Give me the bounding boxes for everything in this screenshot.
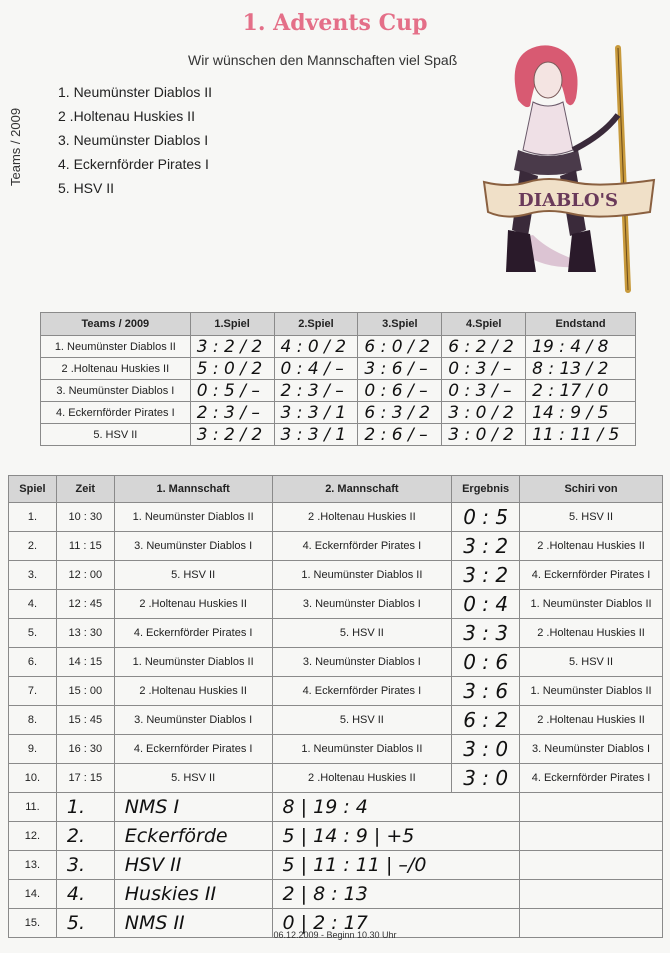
ranking-row	[9, 851, 663, 880]
col-header: Zeit	[56, 476, 114, 503]
game-number-cell: 1.	[9, 503, 57, 532]
game-2-cell: 0 : 4 / –	[274, 358, 358, 380]
diablos-logo	[478, 40, 658, 300]
result-cell: 3 : 2	[452, 561, 520, 590]
referee-cell: 3. Neumünster Diablos I	[520, 735, 663, 764]
team1-cell: 3. Neumünster Diablos I	[114, 532, 272, 561]
time-cell: 11 : 15	[56, 532, 114, 561]
team2-cell: 3. Neumünster Diablos I	[272, 648, 452, 677]
game-2-cell: 2 : 3 / –	[274, 380, 358, 402]
team2-cell: 4. Eckernförder Pirates I	[272, 532, 452, 561]
game-number-cell: 9.	[9, 735, 57, 764]
game-2-cell: 4 : 0 / 2	[274, 336, 358, 358]
schedule-table	[8, 475, 663, 938]
game-4-cell: 3 : 0 / 2	[442, 402, 526, 424]
team2-cell: 2 .Holtenau Huskies II	[272, 503, 452, 532]
ranking-row	[9, 822, 663, 851]
referee-cell: 2 .Holtenau Huskies II	[520, 706, 663, 735]
game-3-cell: 0 : 6 / –	[358, 380, 442, 402]
col-header: Teams / 2009	[41, 313, 191, 336]
side-label: Teams / 2009	[8, 107, 23, 186]
ranking-team-cell: Eckerförde	[114, 822, 272, 851]
game-1-cell: 3 : 2 / 2	[190, 336, 274, 358]
col-header: 2. Mannschaft	[272, 476, 452, 503]
game-4-cell: 0 : 3 / –	[442, 380, 526, 402]
team-list	[58, 80, 212, 200]
col-header: Ergebnis	[452, 476, 520, 503]
team1-cell: 4. Eckernförder Pirates I	[114, 735, 272, 764]
place-cell: 4.	[56, 880, 114, 909]
ranking-team-cell: NMS I	[114, 793, 272, 822]
col-header: Endstand	[526, 313, 636, 336]
game-4-cell: 3 : 0 / 2	[442, 424, 526, 446]
result-cell: 3 : 0	[452, 735, 520, 764]
game-4-cell: 0 : 3 / –	[442, 358, 526, 380]
team-list-item: 3. Neumünster Diablos I	[58, 132, 209, 148]
team-cell: 2 .Holtenau Huskies II	[41, 358, 191, 380]
team2-cell: 3. Neumünster Diablos I	[272, 590, 452, 619]
col-header: 1.Spiel	[190, 313, 274, 336]
team-list-item: 1. Neumünster Diablos II	[58, 84, 213, 100]
standings-header-row	[41, 313, 636, 336]
game-number-cell: 4.	[9, 590, 57, 619]
col-header: Spiel	[9, 476, 57, 503]
time-cell: 12 : 00	[56, 561, 114, 590]
final-standing-cell: 11 : 11 / 5	[526, 424, 636, 446]
final-standing-cell: 2 : 17 / 0	[526, 380, 636, 402]
game-number-cell: 8.	[9, 706, 57, 735]
standings-row	[41, 336, 636, 358]
team1-cell: 2 .Holtenau Huskies II	[114, 677, 272, 706]
game-number-cell: 2.	[9, 532, 57, 561]
schedule-row	[9, 561, 663, 590]
game-3-cell: 2 : 6 / –	[358, 424, 442, 446]
game-4-cell: 6 : 2 / 2	[442, 336, 526, 358]
schedule-row	[9, 735, 663, 764]
team-list-item: 4. Eckernförder Pirates I	[58, 156, 209, 172]
team-list-item: 5. HSV II	[58, 180, 115, 196]
result-cell: 6 : 2	[452, 706, 520, 735]
ranking-summary-cell: 5 | 14 : 9 | +5	[272, 822, 520, 851]
team2-cell: 5. HSV II	[272, 706, 452, 735]
ranking-summary-cell: 5 | 11 : 11 | –/0	[272, 851, 520, 880]
col-header: Schiri von	[520, 476, 663, 503]
schedule-row	[9, 532, 663, 561]
schedule-row	[9, 677, 663, 706]
team1-cell: 5. HSV II	[114, 561, 272, 590]
game-number-cell: 11.	[9, 793, 57, 822]
schedule-row	[9, 619, 663, 648]
standings-table	[40, 312, 636, 446]
schedule-row	[9, 706, 663, 735]
schedule-row	[9, 503, 663, 532]
schedule-row	[9, 590, 663, 619]
ranking-summary-cell: 2 | 8 : 13	[272, 880, 520, 909]
ranking-row	[9, 793, 663, 822]
ranking-row	[9, 880, 663, 909]
col-header: 3.Spiel	[358, 313, 442, 336]
place-cell: 1.	[56, 793, 114, 822]
game-3-cell: 6 : 0 / 2	[358, 336, 442, 358]
team1-cell: 2 .Holtenau Huskies II	[114, 590, 272, 619]
standings-row	[41, 380, 636, 402]
result-cell: 3 : 3	[452, 619, 520, 648]
game-2-cell: 3 : 3 / 1	[274, 402, 358, 424]
game-number-cell: 13.	[9, 851, 57, 880]
team1-cell: 4. Eckernförder Pirates I	[114, 619, 272, 648]
place-cell: 5.	[56, 909, 114, 938]
game-number-cell: 10.	[9, 764, 57, 793]
game-2-cell: 3 : 3 / 1	[274, 424, 358, 446]
schedule-row	[9, 648, 663, 677]
page-title: 1. Advents Cup	[242, 10, 428, 36]
team1-cell: 3. Neumünster Diablos I	[114, 706, 272, 735]
team-cell: 3. Neumünster Diablos I	[41, 380, 191, 402]
referee-cell: 1. Neumünster Diablos II	[520, 590, 663, 619]
col-header: 1. Mannschaft	[114, 476, 272, 503]
final-standing-cell: 19 : 4 / 8	[526, 336, 636, 358]
standings-row	[41, 358, 636, 380]
result-cell: 3 : 6	[452, 677, 520, 706]
result-cell: 3 : 0	[452, 764, 520, 793]
referee-cell: 2 .Holtenau Huskies II	[520, 532, 663, 561]
game-1-cell: 3 : 2 / 2	[190, 424, 274, 446]
ranking-summary-cell: 8 | 19 : 4	[272, 793, 520, 822]
team-list-item: 2 .Holtenau Huskies II	[58, 108, 195, 124]
schedule-row	[9, 764, 663, 793]
time-cell: 12 : 45	[56, 590, 114, 619]
game-number-cell: 14.	[9, 880, 57, 909]
team2-cell: 5. HSV II	[272, 619, 452, 648]
result-cell: 0 : 5	[452, 503, 520, 532]
team1-cell: 1. Neumünster Diablos II	[114, 503, 272, 532]
game-number-cell: 15.	[9, 909, 57, 938]
time-cell: 15 : 00	[56, 677, 114, 706]
col-header: 4.Spiel	[442, 313, 526, 336]
ranking-team-cell: NMS II	[114, 909, 272, 938]
time-cell: 16 : 30	[56, 735, 114, 764]
page-subtitle: Wir wünschen den Mannschaften viel Spaß	[188, 52, 458, 68]
result-cell: 3 : 2	[452, 532, 520, 561]
col-header: 2.Spiel	[274, 313, 358, 336]
standings-row	[41, 402, 636, 424]
empty-cell	[520, 793, 663, 822]
team-cell: 1. Neumünster Diablos II	[41, 336, 191, 358]
empty-cell	[520, 822, 663, 851]
game-number-cell: 5.	[9, 619, 57, 648]
referee-cell: 5. HSV II	[520, 503, 663, 532]
team1-cell: 5. HSV II	[114, 764, 272, 793]
team-cell: 5. HSV II	[41, 424, 191, 446]
team2-cell: 2 .Holtenau Huskies II	[272, 764, 452, 793]
time-cell: 10 : 30	[56, 503, 114, 532]
ranking-summary-cell: 0 | 2 : 17	[272, 909, 520, 938]
referee-cell: 4. Eckernförder Pirates I	[520, 561, 663, 590]
logo-text: DIABLO'S	[517, 190, 619, 211]
empty-cell	[520, 851, 663, 880]
ranking-team-cell: HSV II	[114, 851, 272, 880]
game-number-cell: 12.	[9, 822, 57, 851]
result-cell: 0 : 6	[452, 648, 520, 677]
game-3-cell: 3 : 6 / –	[358, 358, 442, 380]
time-cell: 14 : 15	[56, 648, 114, 677]
time-cell: 17 : 15	[56, 764, 114, 793]
team2-cell: 4. Eckernförder Pirates I	[272, 677, 452, 706]
place-cell: 3.	[56, 851, 114, 880]
final-standing-cell: 8 : 13 / 2	[526, 358, 636, 380]
game-1-cell: 5 : 0 / 2	[190, 358, 274, 380]
game-1-cell: 2 : 3 / –	[190, 402, 274, 424]
time-cell: 15 : 45	[56, 706, 114, 735]
final-standing-cell: 14 : 9 / 5	[526, 402, 636, 424]
result-cell: 0 : 4	[452, 590, 520, 619]
footer-date: 06.12.2009 - Beginn 10.30 Uhr	[273, 930, 397, 940]
place-cell: 2.	[56, 822, 114, 851]
team2-cell: 1. Neumünster Diablos II	[272, 735, 452, 764]
standings-row	[41, 424, 636, 446]
referee-cell: 2 .Holtenau Huskies II	[520, 619, 663, 648]
game-1-cell: 0 : 5 / –	[190, 380, 274, 402]
game-number-cell: 3.	[9, 561, 57, 590]
game-number-cell: 6.	[9, 648, 57, 677]
team1-cell: 1. Neumünster Diablos II	[114, 648, 272, 677]
game-3-cell: 6 : 3 / 2	[358, 402, 442, 424]
schedule-header-row	[9, 476, 663, 503]
referee-cell: 4. Eckernförder Pirates I	[520, 764, 663, 793]
empty-cell	[520, 880, 663, 909]
game-number-cell: 7.	[9, 677, 57, 706]
referee-cell: 5. HSV II	[520, 648, 663, 677]
team2-cell: 1. Neumünster Diablos II	[272, 561, 452, 590]
team-cell: 4. Eckernförder Pirates I	[41, 402, 191, 424]
time-cell: 13 : 30	[56, 619, 114, 648]
ranking-team-cell: Huskies II	[114, 880, 272, 909]
referee-cell: 1. Neumünster Diablos II	[520, 677, 663, 706]
